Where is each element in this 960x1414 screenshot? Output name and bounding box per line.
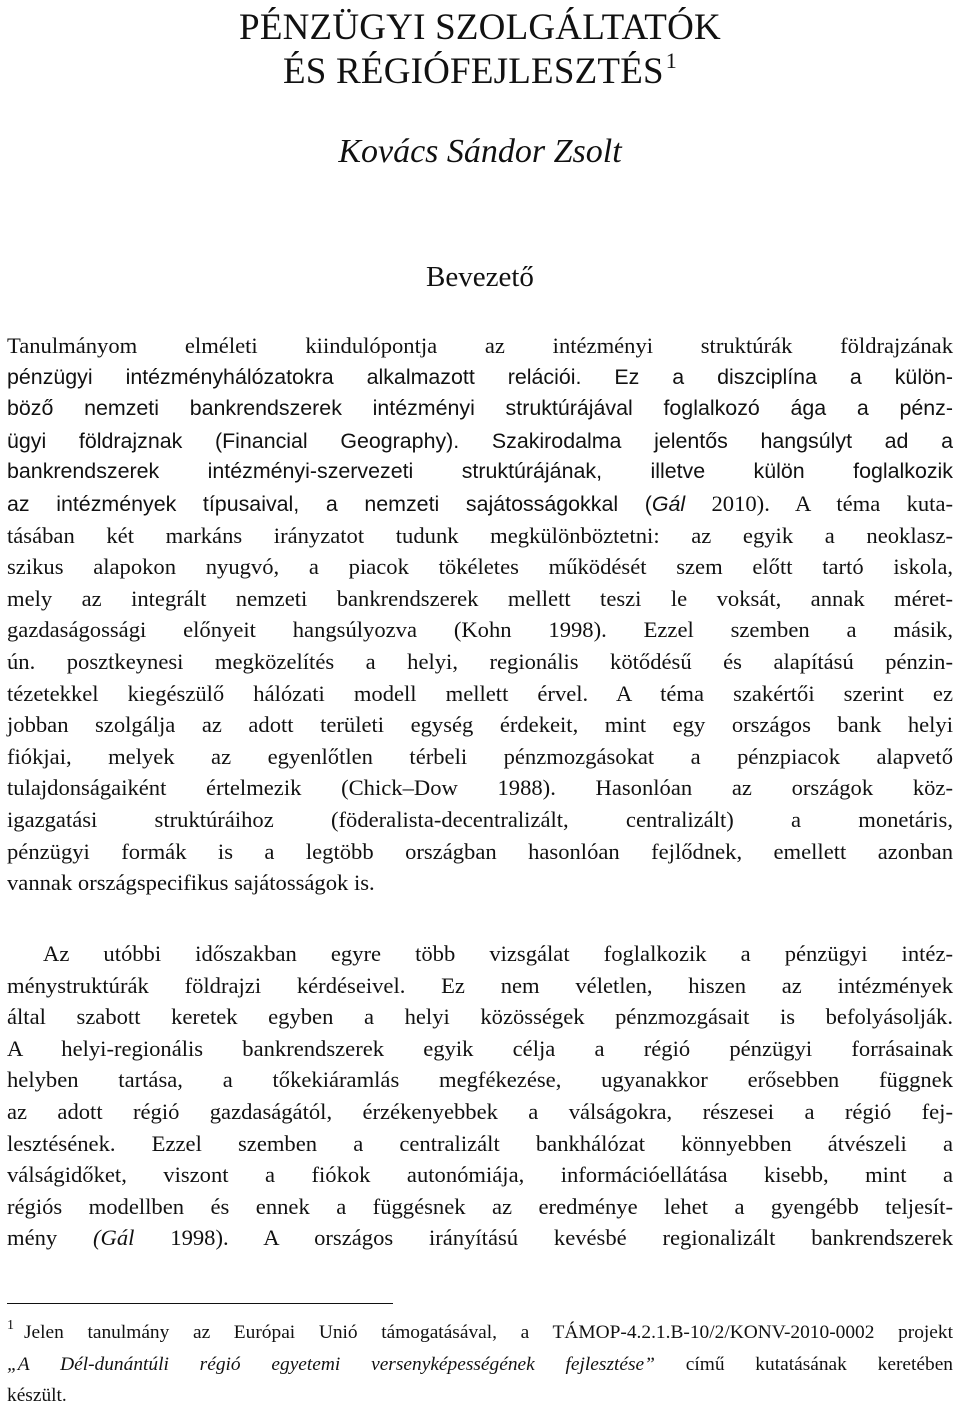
text-line [7, 1222, 953, 1254]
citation-author: (Gál [93, 1225, 135, 1251]
text-line: pénzügyi formák is a legtöbb országban hasonlóan fejlődnek, emellett azonban [7, 838, 953, 864]
text-line: tásában két markáns irányzatot tudunk megkülönböztetni: az egyik a neoklasz- [7, 522, 953, 548]
title-line-2 [0, 50, 960, 94]
text-line: az adott régió gazdaságától, érzékenyebbek a válságokra, részesei a régió fej- [7, 1098, 953, 1124]
text-run: mény [7, 1225, 94, 1251]
project-title: „A Dél-dunántúli régió egyetemi versenyképességének fejlesztése” [7, 1353, 655, 1375]
text-run: című kutatásának keretében [654, 1353, 953, 1375]
title-text-2: ÉS RÉGIÓFEJLESZTÉS [282, 51, 664, 92]
text-line: Az utóbbi időszakban egyre több vizsgálat foglalkozik a pénzügyi intéz- [43, 941, 953, 966]
text-run: A téma kuta- [769, 490, 954, 516]
footnote-line [7, 1318, 953, 1350]
title-text-1: PÉNZÜGYI SZOLGÁLTATÓK [239, 7, 721, 48]
text-run: Jelen tanulmány az Európai Unió támogatásával, a TÁMOP-4.2.1.B-10/2/KONV-2010-0002 projekt [24, 1322, 953, 1343]
text-line: gazdaságossági előnyeit hangsúlyozva (Kohn 1998). Ezzel szemben a másik, [7, 617, 953, 643]
text-line: ún. posztkeynesi megközelítés a helyi, regionális kötődésű és alapítású pénzin- [7, 648, 953, 674]
text-line [7, 425, 953, 457]
text-line: ménystruktúrák földrajzi kérdéseivel. Ez nem véletlen, hiszen az intézmények [7, 972, 953, 998]
text-run: Szakirodalma jelentős hangsúlyt ad a [459, 428, 953, 453]
text-line: szikus alapokon nyugvó, a piacok tökéletes működését szem előtt tartó iskola, [7, 554, 953, 580]
text-line: válságidőket, viszont a fiókok autonómiája, információellátása kisebb, mint a [7, 1162, 953, 1188]
text-line: tézetekkel kiegészülő hálózati modell mellett érvel. A téma szakértői szerint ez [7, 680, 953, 706]
text-line: által szabott keretek egyben a helyi közösségek pénzmozgásait is befolyásolják. [7, 1004, 953, 1030]
text-line [7, 488, 953, 520]
footnote-line: készült. [7, 1385, 67, 1407]
text-line: pénzügyi intézményhálózatokra alkalmazott relációi. Ez a diszciplína a külön- [7, 364, 953, 389]
text-line: mely az integrált nemzeti bankrendszerek mellett teszi le voksát, annak méret- [7, 585, 953, 611]
text-line: tulajdonságaiként értelmezik (Chick–Dow 1988). Hasonlóan az országok köz- [7, 775, 953, 801]
text-line: Tanulmányom elméleti kiindulópontja az intézményi struktúrák földrajzának [7, 333, 953, 358]
footnote-line [7, 1350, 953, 1382]
footnote [7, 1318, 953, 1413]
text-line: jobban szolgálja az adott területi egység érdekeit, mint egy országos bank helyi [7, 712, 953, 738]
text-line: helyben tartása, a tőkekiáramlás megfékezése, ugyanakkor erősebben függnek [7, 1067, 953, 1093]
text-line: bankrendszerek intézményi-szervezeti struktúrájának, illetve külön foglalkozik [7, 459, 953, 484]
footnote-divider [7, 1303, 393, 1304]
text-run: 1998). A országos irányítású kevésbé regionalizált bankrendszerek [134, 1225, 953, 1251]
text-line: lesztésének. Ezzel szemben a centralizált bankhálózat könnyebben átvészeli a [7, 1130, 953, 1156]
title-line-1 [0, 6, 960, 50]
text-run: az intézmények típusaival, a nemzeti sajátosságokkal ( [7, 491, 652, 516]
footnote-mark: 1 [7, 1318, 14, 1333]
paragraph-1 [7, 330, 953, 899]
paragraph-2 [7, 938, 953, 1254]
text-line: igazgatási struktúráihoz (föderalista-decentralizált, centralizált) a monetáris, [7, 806, 953, 832]
text-line: fiókjai, melyek az egyenlőtlen térbeli pénzmozgásokat a pénzpiacok alapvető [7, 743, 953, 769]
text-line: böző nemzeti bankrendszerek intézményi struktúrájával foglalkozó ága a pénz- [7, 396, 953, 421]
text-run: ügyi földrajznak (Financial Geography). [7, 428, 460, 453]
author-name: Kovács Sándor Zsolt [338, 133, 622, 170]
section-heading: Bevezető [426, 261, 534, 293]
text-line: A helyi-regionális bankrendszerek egyik célja a régió pénzügyi forrásainak [7, 1035, 953, 1061]
text-line: vannak országspecifikus sajátosságok is. [7, 870, 375, 896]
title-footnote-ref[interactable]: 1 [665, 48, 677, 73]
citation-author: Gál [651, 491, 686, 516]
text-line: régiós modellben és ennek a függésnek az eredménye lehet a gyengébb teljesít- [7, 1193, 953, 1219]
text-run: 2010). [685, 490, 770, 516]
